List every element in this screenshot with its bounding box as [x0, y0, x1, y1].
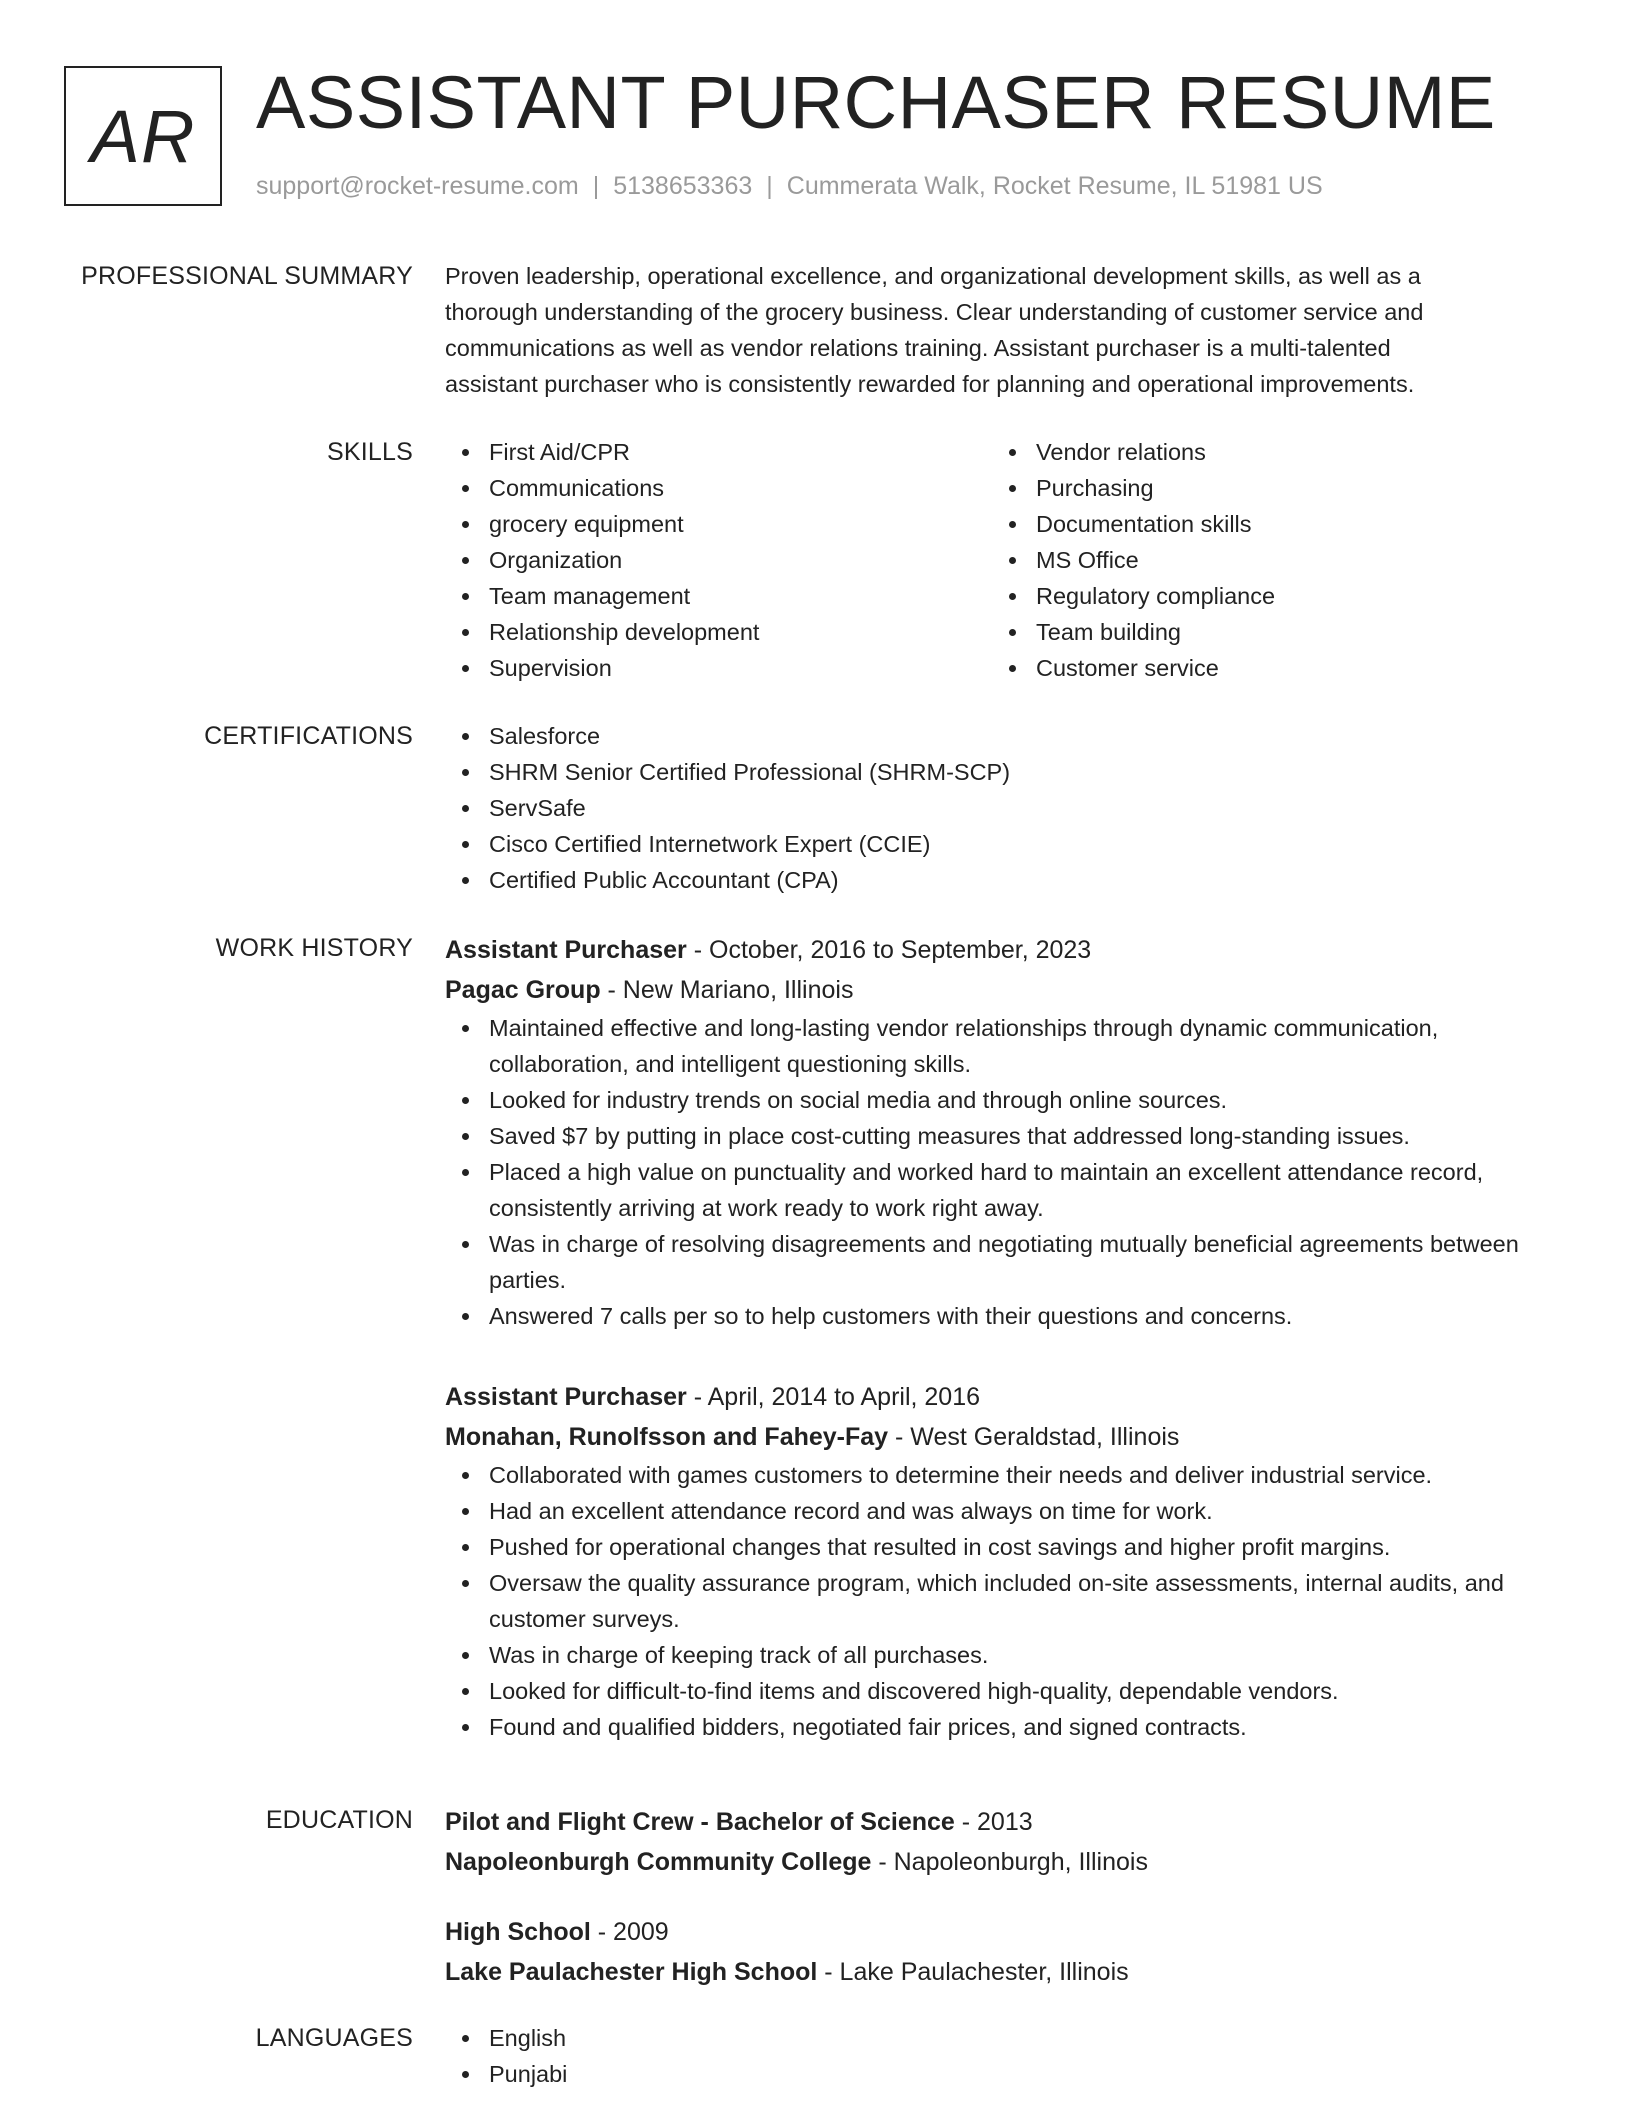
certification-item: ServSafe [445, 790, 1565, 826]
section-label-work-history: WORK HISTORY [215, 934, 413, 962]
school-location: - Napoleonburgh, Illinois [871, 1848, 1148, 1876]
section-label-summary: PROFESSIONAL SUMMARY [81, 262, 413, 290]
section-label-certifications: CERTIFICATIONS [204, 722, 413, 750]
school-line [445, 1952, 1565, 1992]
degree-year: - 2009 [590, 1918, 669, 1946]
contact-separator: | [592, 172, 600, 200]
skill-item: Relationship development [445, 614, 992, 650]
summary-line: Proven leadership, operational excellence, and organizational development skills, as well as a [445, 263, 1421, 289]
job-duty: Found and qualified bidders, negotiated fair prices, and signed contracts. [445, 1709, 1565, 1745]
job-location: - New Mariano, Illinois [600, 976, 854, 1004]
job-duty: Looked for industry trends on social media and through online sources. [445, 1082, 1565, 1118]
job-duty: Collaborated with games customers to determine their needs and deliver industrial service. [445, 1457, 1565, 1493]
job-title: Assistant Purchaser [445, 936, 687, 964]
section-label-education: EDUCATION [265, 1806, 413, 1834]
job-duty: Pushed for operational changes that resulted in cost savings and higher profit margins. [445, 1529, 1565, 1565]
education-entry [445, 1802, 1565, 1882]
job-duty: Looked for difficult-to-find items and discovered high-quality, dependable vendors. [445, 1673, 1565, 1709]
degree-name: Pilot and Flight Crew - Bachelor of Science [445, 1808, 955, 1836]
job-duty: Saved $7 by putting in place cost-cutting measures that addressed long-standing issues. [445, 1118, 1565, 1154]
skill-item: Communications [445, 470, 992, 506]
job-duty: Placed a high value on punctuality and worked hard to maintain an excellent attendance record, consistently arriving at work ready to work right away. [445, 1154, 1565, 1226]
certification-item: Certified Public Accountant (CPA) [445, 862, 1565, 898]
job-duties [445, 1010, 1565, 1334]
contact-phone[interactable]: 5138653363 [613, 172, 753, 200]
summary-line: assistant purchaser who is consistently rewarded for planning and operational improvements. [445, 371, 1415, 397]
contact-address: Cummerata Walk, Rocket Resume, IL 51981 US [786, 172, 1323, 200]
job-duty: Had an excellent attendance record and was always on time for work. [445, 1493, 1565, 1529]
job-title-line [445, 930, 1565, 970]
job-location: - West Geraldstad, Illinois [888, 1423, 1180, 1451]
degree-line [445, 1802, 1565, 1842]
certification-item: SHRM Senior Certified Professional (SHRM-SCP) [445, 754, 1565, 790]
education-entry [445, 1912, 1565, 1992]
skill-item: First Aid/CPR [445, 434, 992, 470]
skills-column-left [445, 434, 992, 686]
job-duties [445, 1457, 1565, 1745]
job-duty: Was in charge of resolving disagreements and negotiating mutually beneficial agreements between parties. [445, 1226, 1565, 1298]
section-label-skills: SKILLS [327, 438, 413, 466]
contact-separator: | [766, 172, 773, 200]
section-label-languages: LANGUAGES [255, 2024, 413, 2052]
contact-email[interactable]: support@rocket-resume.com [256, 172, 579, 200]
job-company-line [445, 1417, 1565, 1457]
skills-list [445, 434, 1565, 686]
skill-item: MS Office [992, 542, 1539, 578]
certifications-list [445, 718, 1565, 898]
skill-item: Team management [445, 578, 992, 614]
job-duty: Maintained effective and long-lasting vendor relationships through dynamic communication, collaboration, and intelligent questioning skills. [445, 1010, 1565, 1082]
job-entry [445, 1377, 1565, 1745]
skill-item: Organization [445, 542, 992, 578]
summary-text [445, 258, 1565, 402]
resume-title: ASSISTANT PURCHASER RESUME [256, 61, 1496, 144]
contact-line [256, 172, 1323, 201]
job-company: Monahan, Runolfsson and Fahey-Fay [445, 1423, 889, 1451]
skill-item: Vendor relations [992, 434, 1539, 470]
job-entry [445, 930, 1565, 1334]
job-dates: - April, 2014 to April, 2016 [686, 1383, 981, 1411]
school-line [445, 1842, 1565, 1882]
language-item: Punjabi [445, 2056, 1565, 2092]
summary-line: communications as well as vendor relations training. Assistant purchaser is a multi-talented [445, 335, 1391, 361]
language-item: English [445, 2020, 1565, 2056]
skill-item: Regulatory compliance [992, 578, 1539, 614]
skill-item: Purchasing [992, 470, 1539, 506]
school-location: - Lake Paulachester, Illinois [817, 1958, 1129, 1986]
skill-item: Team building [992, 614, 1539, 650]
job-title-line [445, 1377, 1565, 1417]
job-dates: - October, 2016 to September, 2023 [686, 936, 1092, 964]
school-name: Lake Paulachester High School [445, 1958, 818, 1986]
job-title: Assistant Purchaser [445, 1383, 687, 1411]
skill-item: grocery equipment [445, 506, 992, 542]
certification-item: Cisco Certified Internetwork Expert (CCIE) [445, 826, 1565, 862]
degree-year: - 2013 [954, 1808, 1033, 1836]
skill-item: Customer service [992, 650, 1539, 686]
languages-list [445, 2020, 1565, 2092]
certification-item: Salesforce [445, 718, 1565, 754]
initials-monogram: AR [64, 66, 222, 206]
skills-column-right [992, 434, 1539, 686]
job-duty: Oversaw the quality assurance program, which included on-site assessments, internal audits, and customer surveys. [445, 1565, 1565, 1637]
degree-name: High School [445, 1918, 591, 1946]
job-company: Pagac Group [445, 976, 601, 1004]
job-company-line [445, 970, 1565, 1010]
job-duty: Was in charge of keeping track of all purchases. [445, 1637, 1565, 1673]
degree-line [445, 1912, 1565, 1952]
summary-line: thorough understanding of the grocery business. Clear understanding of customer service and [445, 299, 1424, 325]
skill-item: Documentation skills [992, 506, 1539, 542]
skill-item: Supervision [445, 650, 992, 686]
job-duty: Answered 7 calls per so to help customers with their questions and concerns. [445, 1298, 1565, 1334]
school-name: Napoleonburgh Community College [445, 1848, 872, 1876]
